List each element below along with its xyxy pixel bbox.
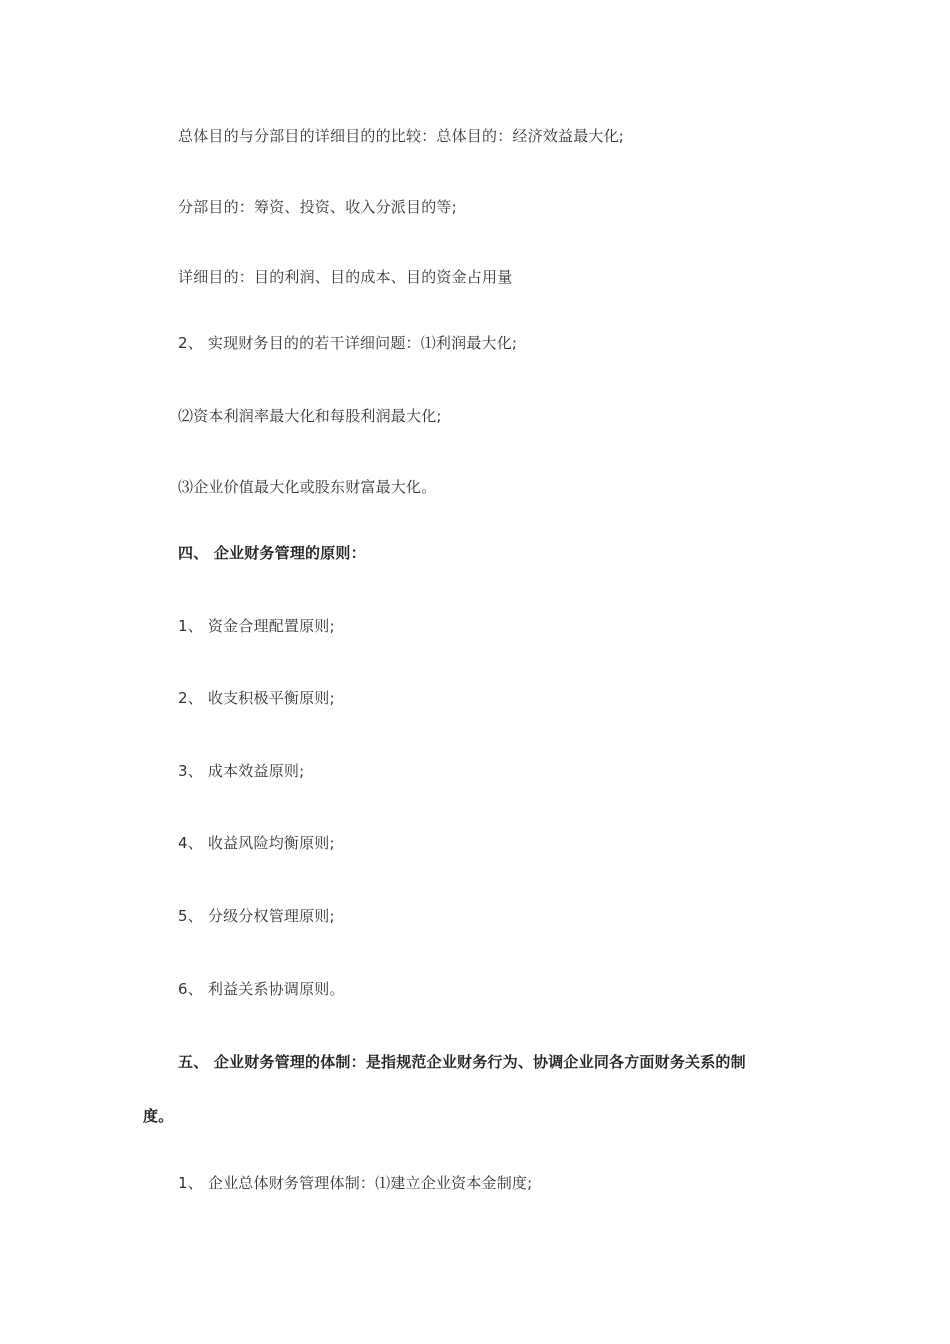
paragraph-subitem-3: ⑶企业价值最大化或股东财富最大化。 [178,478,437,496]
paragraph-item-2-issues: 2、 实现财务目的的若干详细问题：⑴利润最大化; [178,334,518,352]
paragraph-overall-goal-comparison: 总体目的与分部目的详细目的的比较：总体目的：经济效益最大化; [178,127,625,145]
list-item-principle-3: 3、 成本效益原则; [178,762,305,780]
paragraph-detailed-goals: 详细目的：目的利润、目的成本、目的资金占用量 [178,268,513,286]
list-item-principle-6: 6、 利益关系协调原则。 [178,980,345,998]
paragraph-subitem-2: ⑵资本利润率最大化和每股利润最大化; [178,407,442,425]
list-item-principle-2: 2、 收支积极平衡原则; [178,689,335,707]
section-heading-system: 五、 企业财务管理的体制：是指规范企业财务行为、协调企业同各方面财务关系的制 [178,1053,746,1071]
section-heading-system-continuation: 度。 [143,1107,174,1125]
list-item-principle-4: 4、 收益风险均衡原则; [178,834,335,852]
section-heading-principles: 四、 企业财务管理的原则： [178,544,366,562]
list-item-principle-1: 1、 资金合理配置原则; [178,617,335,635]
paragraph-division-goals: 分部目的：筹资、投资、收入分派目的等; [178,198,457,216]
list-item-system-1: 1、 企业总体财务管理体制：⑴建立企业资本金制度; [178,1174,533,1192]
list-item-principle-5: 5、 分级分权管理原则; [178,907,335,925]
